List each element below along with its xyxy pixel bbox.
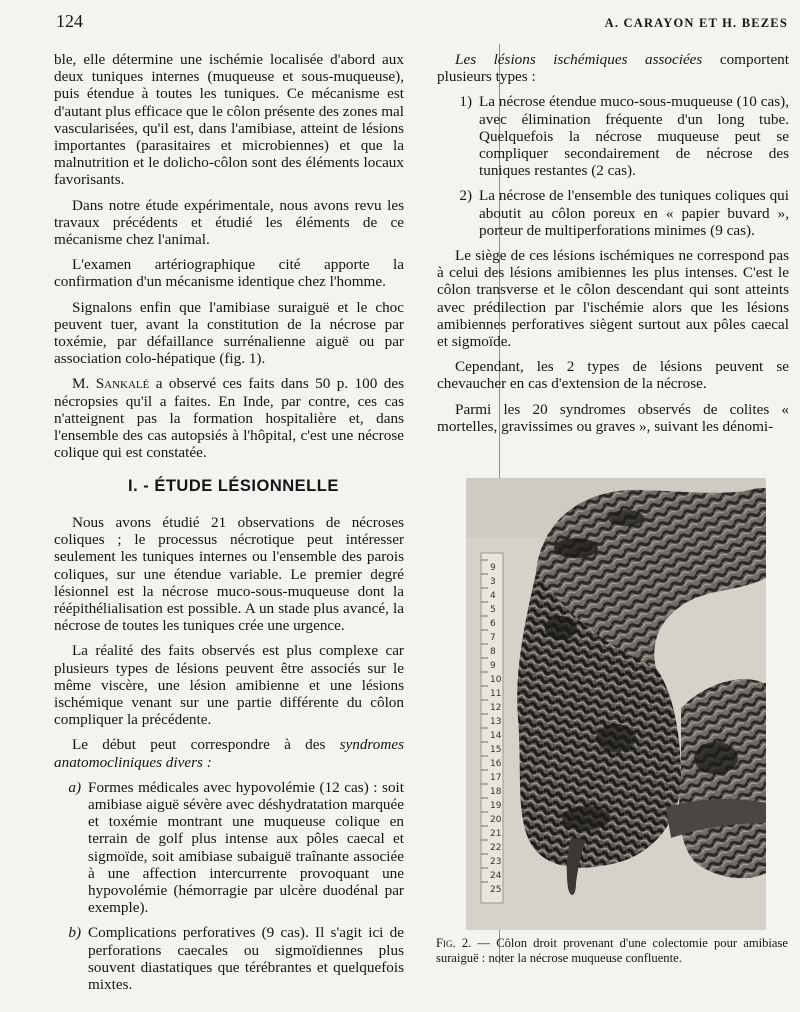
ruler-number: 25 xyxy=(490,885,502,895)
paragraph-text: comportent plusieurs types : xyxy=(437,51,789,86)
ruler-number: 9 xyxy=(490,661,496,671)
ruler-number: 20 xyxy=(490,815,502,825)
list-item xyxy=(437,187,789,239)
paragraph: Signalons enfin que l'amibiase suraiguë et le choc peuvent tuer, avant la constitution de la nécrose par toxémie, par défaillance surrénalienne aiguë ou par association colo-hépatique (fig. 1). xyxy=(54,298,404,368)
list-marker: 1) xyxy=(459,93,472,111)
ruler-number: 12 xyxy=(490,703,502,713)
ruler-number: 4 xyxy=(490,591,496,601)
ruler-number: 24 xyxy=(490,871,502,881)
ruler-number: 13 xyxy=(490,717,502,727)
figure-caption xyxy=(436,936,788,965)
necrosis-patch xyxy=(562,806,610,830)
list-item-text: La nécrose étendue muco-sous-muqueuse (10 cas), avec élimination fréquente d'un long tube. Quelquefois la nécrose muqueuse peut se compliquer secondairement de nécrose des tuniques restantes (2 cas). xyxy=(479,93,789,180)
list-item-text: La nécrose de l'ensemble des tuniques coliques qui aboutit au côlon poreux en « papier buvard », porteur de multiperforations minimes (9 cas). xyxy=(479,187,789,239)
list-item xyxy=(54,779,404,917)
ruler-number: 3 xyxy=(490,577,496,587)
running-head: A. CARAYON ET H. BEZES xyxy=(604,16,788,30)
list-item xyxy=(437,93,789,179)
right-column-top xyxy=(437,51,789,443)
colon-specimen-photo xyxy=(466,478,766,930)
necrosis-patch xyxy=(545,616,577,640)
list-marker: a) xyxy=(68,778,81,796)
list-item xyxy=(54,924,404,993)
ruler-number: 21 xyxy=(490,829,502,839)
paragraph: Parmi les 20 syndromes observés de colites « mortelles, gravissimes ou graves », suivant les dénomi- xyxy=(437,400,789,435)
ruler-number: 17 xyxy=(490,773,502,783)
paragraph-debut xyxy=(54,736,404,770)
necrosis-patch xyxy=(596,724,636,752)
ruler-number: 6 xyxy=(490,619,496,629)
paragraph: La réalité des faits observés est plus complexe car plusieurs types de lésions peuvent être associés sur le même viscère, une lésion amibienne et une lésions ischémique venant sur une partie différente du côlon compliquer la précédente. xyxy=(54,642,404,729)
ruler-number: 11 xyxy=(490,689,502,699)
ruler-number: 22 xyxy=(490,843,502,853)
page-number: 124 xyxy=(56,11,83,31)
ruler-number: 16 xyxy=(490,759,502,769)
necrosis-patch xyxy=(694,742,738,774)
ruler-number: 7 xyxy=(490,633,496,643)
ruler-number: 9 xyxy=(490,563,496,573)
caption-text: — Côlon droit provenant d'une colectomie pour amibiase suraiguë : noter la nécrose muqueuse confluente. xyxy=(436,936,788,965)
figure-label: Fig. 2. xyxy=(436,936,472,950)
paragraph: Le siège de ces lésions ischémiques ne correspond pas à celui des lésions amibiennes les plus intenses. C'est le côlon transverse et le côlon descendant qui sont atteints avec prédilection par l'ischémie alors que les lésions amibiennes perforatives siègent surtout aux pôles caecal et sigmoïde. xyxy=(437,247,789,351)
italic-term: Les lésions ischémiques associées xyxy=(455,51,703,68)
paragraph-text: Le début peut correspondre à des xyxy=(72,736,340,754)
list-item-text: Complications perforatives (9 cas). Il s'agit ici de perforations caecales ou sigmoïdiennes plus souvent diastatiques que térébrantes et quelquefois mixtes. xyxy=(88,924,404,994)
list-item-text: Formes médicales avec hypovolémie (12 cas) : soit amibiase aiguë sévère avec déshydratation marquée et toxémie montrant une muqueuse colique en terrain de golf plus intense aux pôles caecal et sigmoïde, soit amibiase subaiguë traînante associée à une affection intercurrente provoquant une hypovolémie (hémorragie par ulcère duodénal par exemple). xyxy=(88,778,404,917)
left-column-top xyxy=(54,51,404,469)
ruler-number: 14 xyxy=(490,731,502,741)
paragraph-intro xyxy=(437,51,789,85)
paragraph: ble, elle détermine une ischémie localisée d'abord aux deux tuniques internes (muqueuse et sous-muqueuse), puis étendue à toutes les tuniques. Ce mécanisme est d'autant plus efficace que le côlon présente des zones mal vascularisées, qu'il est, dans l'amibiase, atteint de lésions importantes (parasitaires et microbiennes) et que la malnutrition et le dolicho-côlon sont des éléments locaux favorisants. xyxy=(54,51,404,189)
list-marker: b) xyxy=(68,924,81,942)
author-name: M. Sankalé xyxy=(72,375,150,393)
necrosis-patch xyxy=(608,510,644,526)
necrosis-patch xyxy=(554,538,598,558)
section-heading: I. - ÉTUDE LÉSIONNELLE xyxy=(128,477,339,495)
ruler-number: 10 xyxy=(490,675,502,685)
ruler-number: 15 xyxy=(490,745,502,755)
paragraph: Nous avons étudié 21 observations de nécroses coliques ; le processus nécrotique peut intéresser seulement les tuniques internes ou l'ensemble des parois coliques, sur une étendue variable. Le premier degré lésionnel est la nécrose muco-sous-muqueuse dont la réépithélialisation est possible. A un stade plus avancé, la nécrose de toutes les tuniques crée une urgence. xyxy=(54,514,404,635)
ruler-number: 19 xyxy=(490,801,502,811)
colon-right-loop xyxy=(679,679,766,878)
paragraph: Cependant, les 2 types de lésions peuvent se chevaucher en cas d'extension de la nécrose. xyxy=(437,358,789,393)
figure-photograph xyxy=(466,478,766,930)
ruler-number: 23 xyxy=(490,857,502,867)
italic-term: syndromes anatomocliniques divers : xyxy=(54,736,404,771)
ruler-number: 18 xyxy=(490,787,502,797)
paragraph-sankale xyxy=(54,375,404,461)
ruler-number: 5 xyxy=(490,605,496,615)
left-column-bottom xyxy=(54,514,404,1001)
paragraph-text: a observé ces faits dans 50 p. 100 des nécropsies qu'il a faites. En Inde, par contre, ces cas n'atteignent pas la formation hospitalière et, dans l'ensemble des cas autopsiés à l'hôpital, c'est une nécrose colique qui est constatée. xyxy=(54,375,404,462)
list-marker: 2) xyxy=(459,187,472,205)
ruler-number: 8 xyxy=(490,647,496,657)
paragraph: Dans notre étude expérimentale, nous avons revu les travaux précédents et étudié les éléments de ce mécanisme chez l'animal. xyxy=(54,196,404,249)
paragraph: L'examen artériographique cité apporte la confirmation d'un mécanisme identique chez l'homme. xyxy=(54,256,404,291)
